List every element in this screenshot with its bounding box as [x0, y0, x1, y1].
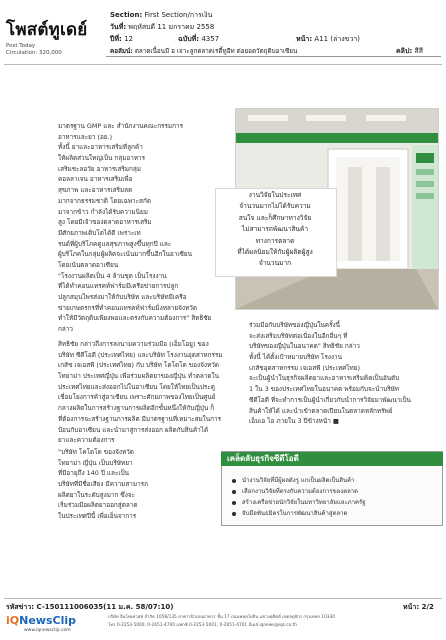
volume-row — [110, 34, 133, 45]
tips-list — [232, 475, 366, 519]
article-line: จะส่งเสริมบริษัทต่อเนื่องในอีกอื่นๆ ที่ — [249, 331, 348, 340]
section-label: Section: — [110, 11, 143, 19]
issue-row — [178, 34, 219, 45]
issue-value: 4357 — [201, 35, 220, 43]
article-column-left-bottom — [58, 447, 148, 522]
article-line: สุขภาพ และอาหารเสริมลด — [58, 186, 133, 195]
color-label: คลิป: — [396, 47, 413, 55]
article-line: เกสัช เจเอสพี (ประเทศไทย) กับ บริษัท โคโดโด ของจังหวัด — [58, 361, 219, 370]
article-line: ผลิตยาในระดับสูงมาก ซึ่งจะ — [58, 490, 136, 499]
iqnewsclip-logo — [6, 614, 76, 627]
article-line: 1 ใน 3 ของประเทศไทยในอนาคต พร้อมกับจะนำบริษัท — [249, 385, 399, 394]
article-line: บริษัท ซีดีโอดี (ประเทศไทย) และบริษัท โรงงานอุตสาหกรรม — [58, 350, 223, 359]
article-column-left-middle — [58, 339, 223, 446]
article-line: จะเป็นผู้นำในธุรกิจผลิตยาและอาหารเสริมคิดเป็นอันดับ — [249, 374, 400, 383]
tips-list-item-text: นำงานวิจัยที่มีผู้ผลดังรู แกเป็นผลิตเป็นสินค้า — [242, 477, 355, 484]
article-line: โดยเน้นตลาดอาเซียน — [58, 260, 119, 269]
pull-quote-line: ทางการตลาด — [255, 236, 295, 245]
article-line: บริษัทของญี่ปุ่นในอนาคต" สิทธิชัย กล่าว — [249, 342, 360, 351]
article-column-left-top — [58, 121, 211, 335]
article-line: สูง โดยมีเจ้าของตลาดอาหารเสริม — [58, 218, 152, 227]
article-line: เภสัชอุตสาหกรรม เจเอสพี (ประเทศไทย) — [249, 363, 360, 372]
article-line: "โรงงานผลิตเป็น 4 ล้านชุด เป็นโรงงาน — [58, 271, 167, 280]
article-line: คอลลาเจน อาหารเสริมเพื่อ — [58, 175, 133, 184]
color-value: สีสี — [414, 47, 423, 55]
article-line: มีศักยภาพเติบโตได้ดี เพราะเท — [58, 228, 141, 237]
pull-quote-line: ไม่สามารถพัฒนาสินค้า — [241, 225, 309, 234]
article-line: ข่ายเกษตรกรที่ทำคอนแทรคท์ฟาร์มมิ่งหลายจังหวัด — [58, 303, 197, 312]
tips-list-item — [232, 508, 366, 519]
article-line: มาตรฐาน GMP และ สำนักงานคณะกรรมการ — [58, 122, 184, 130]
article-line: ผู้บริโภคในกลุ่มผู้ผลิตจะเน้นมากขึ้นอีกในอาเซียน — [58, 250, 192, 259]
news-code: รหัสข่าว: C-150111006035(11 ม.ค. 58/07:10) — [6, 603, 174, 611]
page-count: หน้า: 2/2 — [403, 603, 434, 611]
iqnewsclip-url[interactable]: www.iqnewsclip.com — [24, 628, 71, 633]
article-line: ที่ต้องการจะสร้างฐานการผลิต มีมาตรฐานที่เหมาะสมในการ — [58, 414, 222, 423]
bullet-icon — [232, 512, 236, 516]
footer-divider — [4, 598, 442, 599]
pull-quote-line: จำนวนมากไม่ได้รับความ — [239, 202, 311, 211]
tips-list-item — [232, 475, 366, 486]
volume-label: ปีที่: — [110, 35, 122, 43]
article-line: ประเทศไทยและส่งออกไปในอาเซียน โดยให้ไทยเป็นประตู — [58, 382, 215, 391]
pull-quote-line: จำนวนมาก — [258, 259, 292, 268]
article-line: กลางผลิตในการสร้างฐานการผลิตอีกขั้นหนึ่งให้กับญี่ปุ่น ก็ — [58, 404, 215, 413]
article-line: ยาและความต้องการ — [58, 436, 115, 445]
header-divider — [106, 56, 441, 57]
article-line: ให้ผลิตส่วนใหญ่เป็น กลุ่มอาหาร — [58, 154, 146, 163]
article-line: ที่ได้ทำคอนแทรคท์ฟาร์มมีเครือข่ายการปลูก — [58, 282, 179, 291]
article-line: ป้อนกับอาเซียน และนำมาสู่การส่งออก ผลิตกับสินค้าได้ — [58, 425, 209, 434]
date-label: วันที่: — [110, 23, 127, 31]
tips-list-item-text: เลือกงานวิจัยที่ตรงกับความต้องการของตลาด — [242, 488, 359, 495]
article-column-right — [249, 320, 411, 427]
tips-box-title: เคล็ดลับธุรกิจซีดีโอดี — [221, 452, 443, 466]
article-line: ในประเทศปีนี้ เพื่อเอ็นจาการ — [58, 512, 137, 521]
article-line: โทยาม่า ประเทศญี่ปุ่น เพื่อร่วมผลิตยาของญี่ปุ่น ทำตลาดใน — [58, 372, 220, 381]
date-value: พฤหัสบดี 11 มกราคม 2558 — [128, 23, 215, 31]
tips-list-item — [232, 497, 366, 508]
article-line: เอ็มเอ ไอ ภายใน 3 ปีข้างหน้า ■ — [249, 417, 339, 426]
article-line: เสริมชะลอวัย อาหารเสริมกลุ่ม — [58, 164, 142, 173]
page-value: A11 (ล่างขวา) — [314, 35, 361, 43]
page-row — [296, 34, 360, 45]
bullet-icon — [232, 490, 236, 494]
article-line: สิทธิชัย กล่าวถึงการลงนามความร่วมมือ (เอ็มโอยู) ของ — [58, 340, 209, 348]
article-line: ทั้งนี้ ยาและอาหารเสริมที่ลูกค้า — [58, 143, 143, 152]
section-row — [110, 10, 212, 21]
logo-newsclip: NewsClip — [19, 614, 76, 627]
bullet-icon — [232, 479, 236, 483]
article-line: รนด์ที่ผู้บริโภคดูแลสุขภาพสูงขึ้นทุกปี และ — [58, 239, 172, 248]
company-contact: โทร 0-2253-5000, 0-2651-4700 แฟกซ์ 0-2253-5001, 0-2651-4701 อีเมล์ iqnews@iqs.co.th — [108, 623, 297, 628]
company-address: บริษัท อินโฟเควสท์ จำกัด 1058/135 อาคารนิวเจนอาคาร ชั้น 17 ถนนพหลโยธิน แขวงดุสิตดี เขตจตุจักร กรุงเทพฯ 10330 — [108, 615, 336, 620]
section-value: First Section/การเงิน — [144, 11, 213, 19]
tips-list-item-text: สร้างเครือข่ายนักวิจัยในมหาวิทยาลัยและภาครัฐ — [242, 499, 366, 506]
bullet-icon — [232, 501, 236, 505]
article-line: บริษัทที่มีชื่อเสียง มีความสามารถ — [58, 480, 148, 489]
article-line: กล่าว — [58, 325, 73, 334]
publication-logo: โพสต์ทูเดย์ — [6, 20, 88, 40]
tips-list-item-text: จับมือพันธมิตรในการพัฒนาสินค้าสู่ตลาด — [242, 510, 348, 517]
column-label: คอลัมน์: — [110, 48, 133, 55]
article-line: ทั้งนี้ ได้ตั้งเป้าหมายบริษัท โรงงาน — [249, 353, 342, 362]
issue-label: ฉบับที่: — [178, 35, 200, 43]
article-line: ปลูกสมุนไพรส่งมาให้กับบริษัท และบริษัทมีเครือ — [58, 293, 187, 301]
pull-quote-line: สนใจ และก็ศึกษาทางวิจัย — [238, 213, 312, 222]
tips-list-item — [232, 486, 366, 497]
article-line: เริ่มร่วมมือผลิตยาออกสู่ตลาด — [58, 501, 138, 510]
column-row — [110, 46, 297, 56]
article-line: เชื่อมโยงการค้าสู่อาเซียน เพราะศักยภาพของไทยเป็นศูนย์ — [58, 393, 216, 402]
article-line: ร่วมมือกับบริษัทของญี่ปุ่นในครั้งนี้ — [249, 321, 341, 329]
pull-quote-line: ที่ได้ผลนิยมให้กับผู้ผลิตผู้สูง — [237, 248, 313, 257]
article-line: มากจากธรรมชาติ โดยเฉพาะสกัด — [58, 196, 151, 205]
logo-iq: iQ — [6, 614, 20, 627]
article-line: มาจากข้าว กำลังได้รับความนิยม — [58, 207, 148, 216]
publication-name: Post Today — [6, 43, 36, 49]
circulation: Circulation: 320,000 — [6, 50, 62, 56]
pull-quote-line: งานวิจัยในประเทศ — [248, 191, 302, 199]
page-divider — [4, 64, 442, 65]
article-line: อาหารและยา (อย.) — [58, 132, 113, 141]
article-line: "บริษัท โคโดโด ของจังหวัด — [58, 448, 134, 456]
article-line: ทำให้มีวัตถุดิบเพียงพอและตรงกับความต้องการ" สิทธิชัย — [58, 314, 212, 323]
article-line: สินค้าให้ได้ และนำเข้าตลาดเปียนในตลาดหลักทรัพย์ — [249, 406, 393, 415]
article-line: ที่มีอายุถึง 140 ปี และเป็น — [58, 469, 130, 478]
volume-value: 12 — [124, 35, 134, 43]
page-label: หน้า: — [296, 35, 313, 43]
pull-quote — [215, 190, 335, 270]
article-line: โทยาม่า ญี่ปุ่น เป็นบริษัทยา — [58, 458, 133, 467]
date-row — [110, 22, 214, 33]
article-line: ซีดีโอดี ที่จะทำการเป็นผู้นำเกี่ยวกับนำการวิจัยมาพัฒนาเป็น — [249, 395, 411, 404]
column-value: ตลาดเนื้อนมี อ เจาะลูกตลาดเรดี้ทูอีท ต่อยอดวัตถุดิบอาเซียน — [134, 48, 298, 55]
